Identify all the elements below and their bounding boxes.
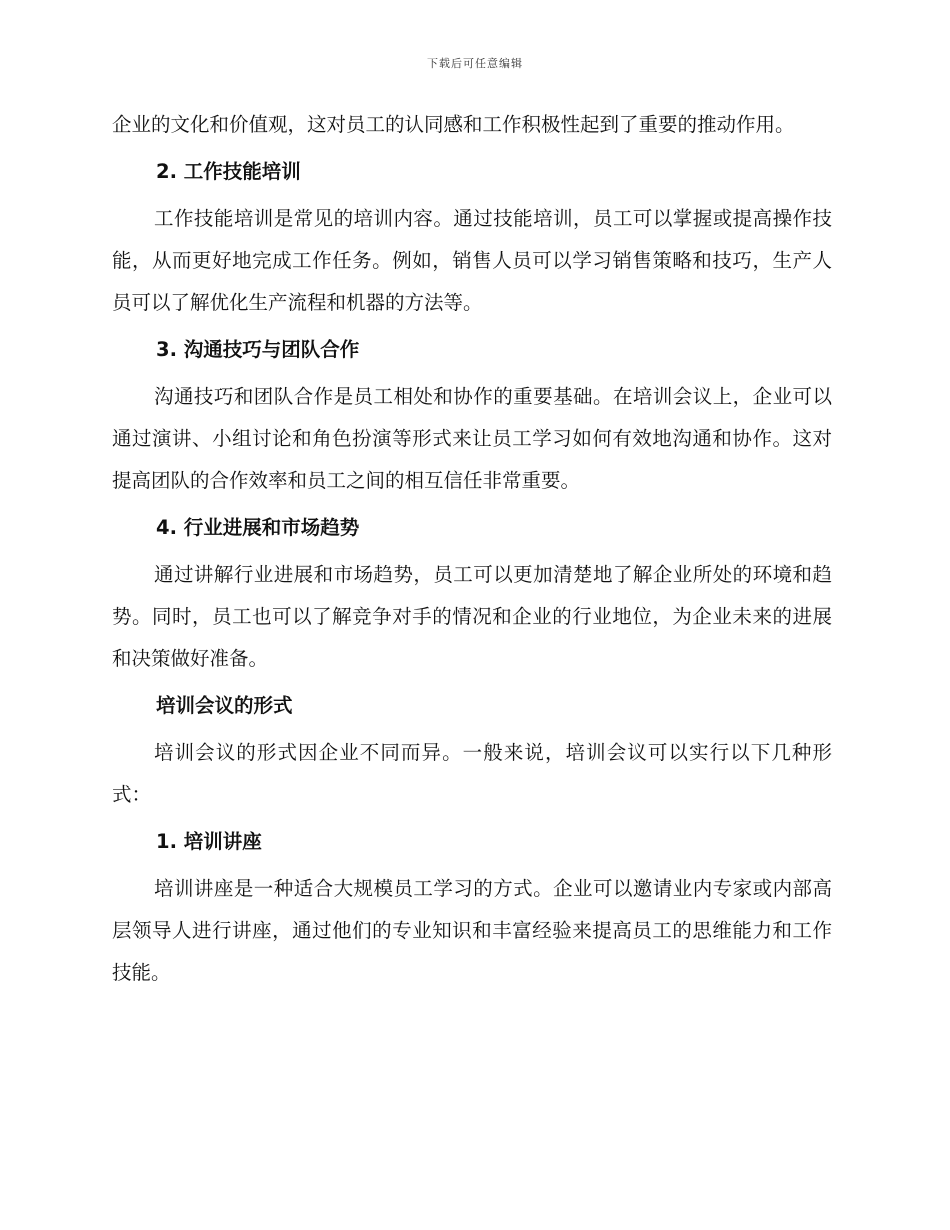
document-body [112,104,832,994]
heading-training-lecture: 1. 培训讲座 [156,830,262,853]
heading-industry-market-trends: 4. 行业进展和市场趋势 [156,516,360,539]
paragraph-communication-teamwork: 沟通技巧和团队合作是员工相处和协作的重要基础。在培训会议上，企业可以通过演讲、小组讨论和角色扮演等形式来让员工学习如何有效地沟通和协作。这对提高团队的合作效率和员工之间的相互信任非常重要。 [112,385,832,492]
paragraph-culture-continued: 企业的文化和价值观，这对员工的认同感和工作积极性起到了重要的推动作用。 [112,113,795,136]
paragraph-training-meeting-forms: 培训会议的形式因企业不同而异。一般来说，培训会议可以实行以下几种形式： [112,741,832,806]
heading-work-skills-training: 2. 工作技能培训 [156,160,301,183]
heading-training-meeting-forms: 培训会议的形式 [156,694,293,717]
page-header: 下载后可任意编辑 [427,57,523,70]
paragraph-work-skills-training: 工作技能培训是常见的培训内容。通过技能培训，员工可以掌握或提高操作技能，从而更好地完成工作任务。例如，销售人员可以学习销售策略和技巧，生产人员可以了解优化生产流程和机器的方法等。 [112,207,832,314]
heading-communication-teamwork: 3. 沟通技巧与团队合作 [156,338,360,361]
paragraph-training-lecture: 培训讲座是一种适合大规模员工学习的方式。企业可以邀请业内专家或内部高层领导人进行讲座，通过他们的专业知识和丰富经验来提高员工的思维能力和工作技能。 [112,877,832,984]
paragraph-industry-market-trends: 通过讲解行业进展和市场趋势，员工可以更加清楚地了解企业所处的环境和趋势。同时，员工也可以了解竞争对手的情况和企业的行业地位，为企业未来的进展和决策做好准备。 [112,563,832,670]
